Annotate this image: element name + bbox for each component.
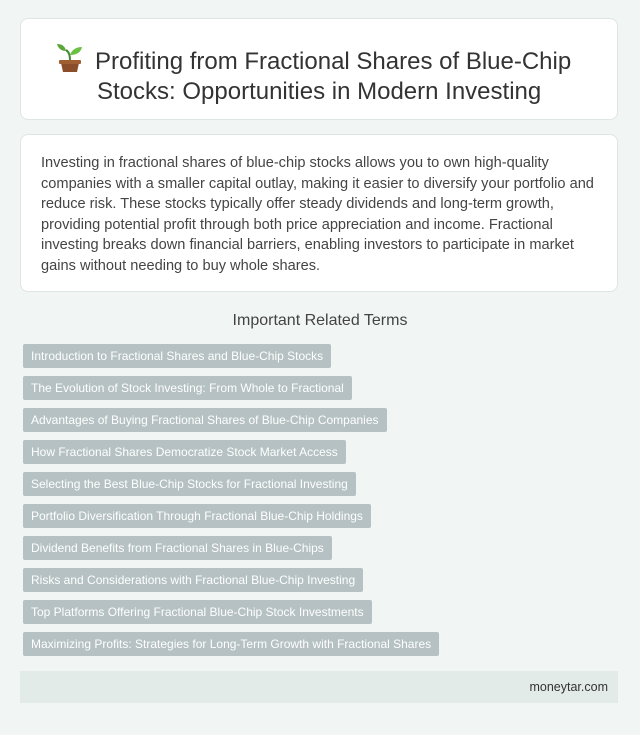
intro-card: [20, 134, 618, 292]
page-title: [21, 19, 617, 107]
related-terms-heading: Important Related Terms: [232, 312, 408, 329]
related-term-link[interactable]: Maximizing Profits: Strategies for Long-Term Growth with Fractional Shares: [23, 632, 439, 656]
related-term-link[interactable]: How Fractional Shares Democratize Stock Market Access: [23, 440, 346, 464]
intro-paragraph: Investing in fractional shares of blue-chip stocks allows you to own high-quality companies with a smaller capital outlay, making it easier to diversify your portfolio and reduce risk. These stocks typically offer steady dividends and long-term growth, providing potential profit through both price appreciation and income. Fractional investing breaks down financial barriers, enabling investors to participate in market gains without needing to buy whole shares.: [41, 155, 594, 274]
page-title-text: Profiting from Fractional Shares of Blue-Chip Stocks: Opportunities in Modern Investing: [95, 48, 572, 105]
footer-site-name: moneytar.com: [529, 680, 608, 694]
related-term-link[interactable]: Selecting the Best Blue-Chip Stocks for Fractional Investing: [23, 472, 356, 496]
related-term-link[interactable]: Risks and Considerations with Fractional Blue-Chip Investing: [23, 568, 363, 592]
seedling-icon: [53, 43, 87, 73]
related-term-link[interactable]: Dividend Benefits from Fractional Shares in Blue-Chips: [23, 536, 332, 560]
footer: [20, 671, 618, 703]
related-terms-list: [23, 344, 439, 664]
related-term-link[interactable]: Advantages of Buying Fractional Shares of Blue-Chip Companies: [23, 408, 387, 432]
related-term-link[interactable]: The Evolution of Stock Investing: From Whole to Fractional: [23, 376, 352, 400]
related-term-link[interactable]: Top Platforms Offering Fractional Blue-Chip Stock Investments: [23, 600, 372, 624]
title-card: [20, 18, 618, 120]
related-term-link[interactable]: Introduction to Fractional Shares and Blue-Chip Stocks: [23, 344, 331, 368]
related-term-link[interactable]: Portfolio Diversification Through Fractional Blue-Chip Holdings: [23, 504, 371, 528]
